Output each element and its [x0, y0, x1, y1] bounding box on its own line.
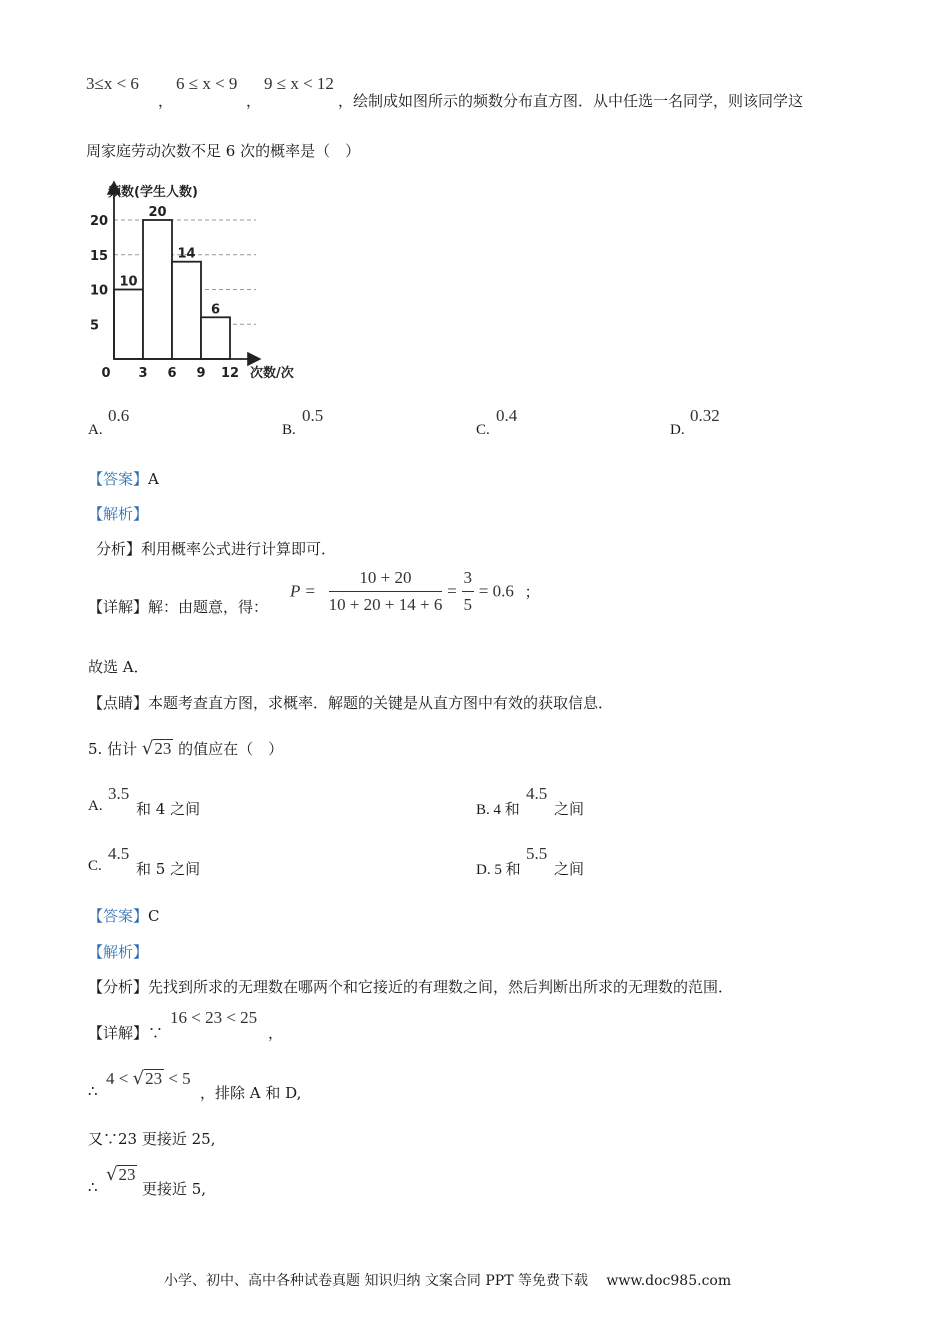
probability-formula: [290, 568, 540, 615]
option-a-value: 0.6: [108, 406, 130, 425]
fraction-numerator: 10 + 20: [329, 568, 443, 592]
histogram-bar: [114, 290, 143, 360]
analysis-tag: 【解析】: [88, 505, 149, 523]
q5-option-b-text: 之间: [554, 800, 585, 818]
q5-sqrt-inequality: [106, 1068, 191, 1089]
interval-1: 3≤x < 6: [86, 74, 139, 93]
x-tick-label: 9: [196, 366, 206, 381]
histogram-chart: [88, 178, 318, 388]
answer-tag: 【答案】: [88, 907, 149, 925]
answer-tag: 【答案】: [88, 470, 149, 488]
bar-value-label: 14: [177, 246, 196, 262]
q5-option-c-letter: C.: [88, 858, 102, 874]
comma: ，: [158, 92, 174, 110]
q5-option-d-letter: D. 5 和: [476, 862, 521, 878]
detail-label: [88, 596, 268, 617]
q5-detail-tag: 【详解】∵: [88, 1024, 164, 1042]
q5-option-c-value: 4.5: [108, 844, 130, 863]
closer-text: 又∵23 更接近 25,: [88, 1130, 216, 1148]
answer-value: A: [148, 470, 159, 488]
q5-option-a-text: 和 4 之间: [136, 800, 201, 818]
x-tick-label: 0: [101, 366, 111, 381]
answer-value: C: [148, 907, 160, 925]
x-axis-label: 次数/次: [250, 366, 294, 381]
bar-value-label: 20: [148, 205, 167, 220]
bar-value-label: 10: [119, 274, 138, 290]
radical-icon: √: [141, 738, 154, 759]
sqrt-23: [106, 1164, 137, 1185]
sqrt-23: [142, 739, 173, 758]
therefore-icon: ∴: [88, 1178, 98, 1196]
comma: ，: [268, 1024, 284, 1042]
formula-equals: =: [447, 581, 457, 601]
radicand: 23: [145, 1069, 163, 1088]
option-c-letter: C.: [476, 422, 490, 438]
fraction-simplified: [462, 568, 475, 615]
interval-3: 9 ≤ x < 12: [264, 74, 334, 93]
q5-option-b-value: 4.5: [526, 784, 548, 803]
x-tick-label: 12: [220, 366, 240, 381]
histogram-bar: [201, 317, 230, 359]
footer-text: 小学、初中、高中各种试卷真题 知识归纳 文案合同 PPT 等免费下载 www.doc985.com: [164, 1273, 732, 1289]
q5-analysis-tag: 【解析】: [88, 943, 149, 961]
interval-2: 6 ≤ x < 9: [176, 74, 238, 93]
formula-result: = 0.6: [478, 581, 514, 601]
bar-value-label: 6: [210, 302, 221, 318]
answer-line: [88, 468, 159, 489]
x-tick-label: 3: [138, 366, 148, 381]
question-5-suffix: 的值应在（ ）: [178, 740, 284, 758]
option-a-letter: A.: [88, 422, 103, 438]
inequality-left: 4 <: [106, 1069, 129, 1088]
q5-option-a-value: 3.5: [108, 784, 130, 803]
y-axis-label: 频数(学生人数): [108, 185, 198, 200]
y-tick-label: 15: [90, 248, 109, 264]
q5-option-d-text: 之间: [554, 860, 585, 878]
option-c-value: 0.4: [496, 406, 518, 425]
option-d-value: 0.32: [690, 406, 720, 425]
formula-p: P =: [290, 581, 316, 601]
radicand: 23: [154, 739, 172, 758]
question-5-stem: [88, 738, 283, 759]
detail-tag: 【详解】: [88, 598, 149, 616]
question-5-prefix: 5. 估计: [88, 740, 138, 758]
y-tick-label: 5: [90, 318, 100, 334]
q5-option-b-letter: B. 4 和: [476, 802, 520, 818]
q5-option-a-letter: A.: [88, 798, 103, 814]
x-tick-label: 6: [167, 366, 177, 381]
option-b-value: 0.5: [302, 406, 324, 425]
conclusion: 故选 A．: [88, 658, 149, 676]
q5-analysis-text: 【分析】先找到所求的无理数在哪两个和它接近的有理数之间，然后判断出所求的无理数的范围．: [88, 978, 734, 996]
option-b-letter: B.: [282, 422, 296, 438]
histogram-bar: [172, 262, 201, 359]
radical-icon: √: [132, 1068, 145, 1089]
q5-option-c-text: 和 5 之间: [136, 860, 201, 878]
radical-icon: √: [106, 1164, 118, 1185]
q5-answer-line: [88, 905, 160, 926]
analysis-text: 分析】利用概率公式进行计算即可．: [96, 540, 337, 558]
conclusion-text: 更接近 5,: [142, 1180, 207, 1198]
fraction-denominator: 5: [463, 595, 473, 614]
radicand: 23: [118, 1165, 136, 1184]
q5-inequality: 16 < 23 < 25: [170, 1008, 258, 1027]
comma: ，: [246, 92, 262, 110]
fraction-main: [329, 568, 443, 615]
fraction-denominator: 10 + 20 + 14 + 6: [328, 595, 443, 614]
inequality-right: < 5: [168, 1069, 191, 1088]
histogram-bar: [143, 220, 172, 359]
formula-end: ；: [524, 583, 540, 601]
question-text-line2: 周家庭劳动次数不足 6 次的概率是（ ）: [86, 142, 361, 160]
q5-option-d-value: 5.5: [526, 844, 548, 863]
question-text-line1: ，绘制成如图所示的频数分布直方图．从中任选一名同学，则该同学这: [338, 92, 804, 110]
exclude-text: ，排除 A 和 D,: [200, 1084, 302, 1102]
y-tick-label: 10: [90, 283, 109, 299]
option-d-letter: D.: [670, 422, 685, 438]
therefore-icon: ∴: [88, 1082, 98, 1100]
dianjing-text: 【点睛】本题考查直方图，求概率．解题的关键是从直方图中有效的获取信息．: [88, 694, 614, 712]
detail-text: 解：由题意，得：: [148, 598, 269, 616]
fraction-numerator: 3: [462, 568, 475, 592]
y-tick-label: 20: [90, 214, 109, 229]
